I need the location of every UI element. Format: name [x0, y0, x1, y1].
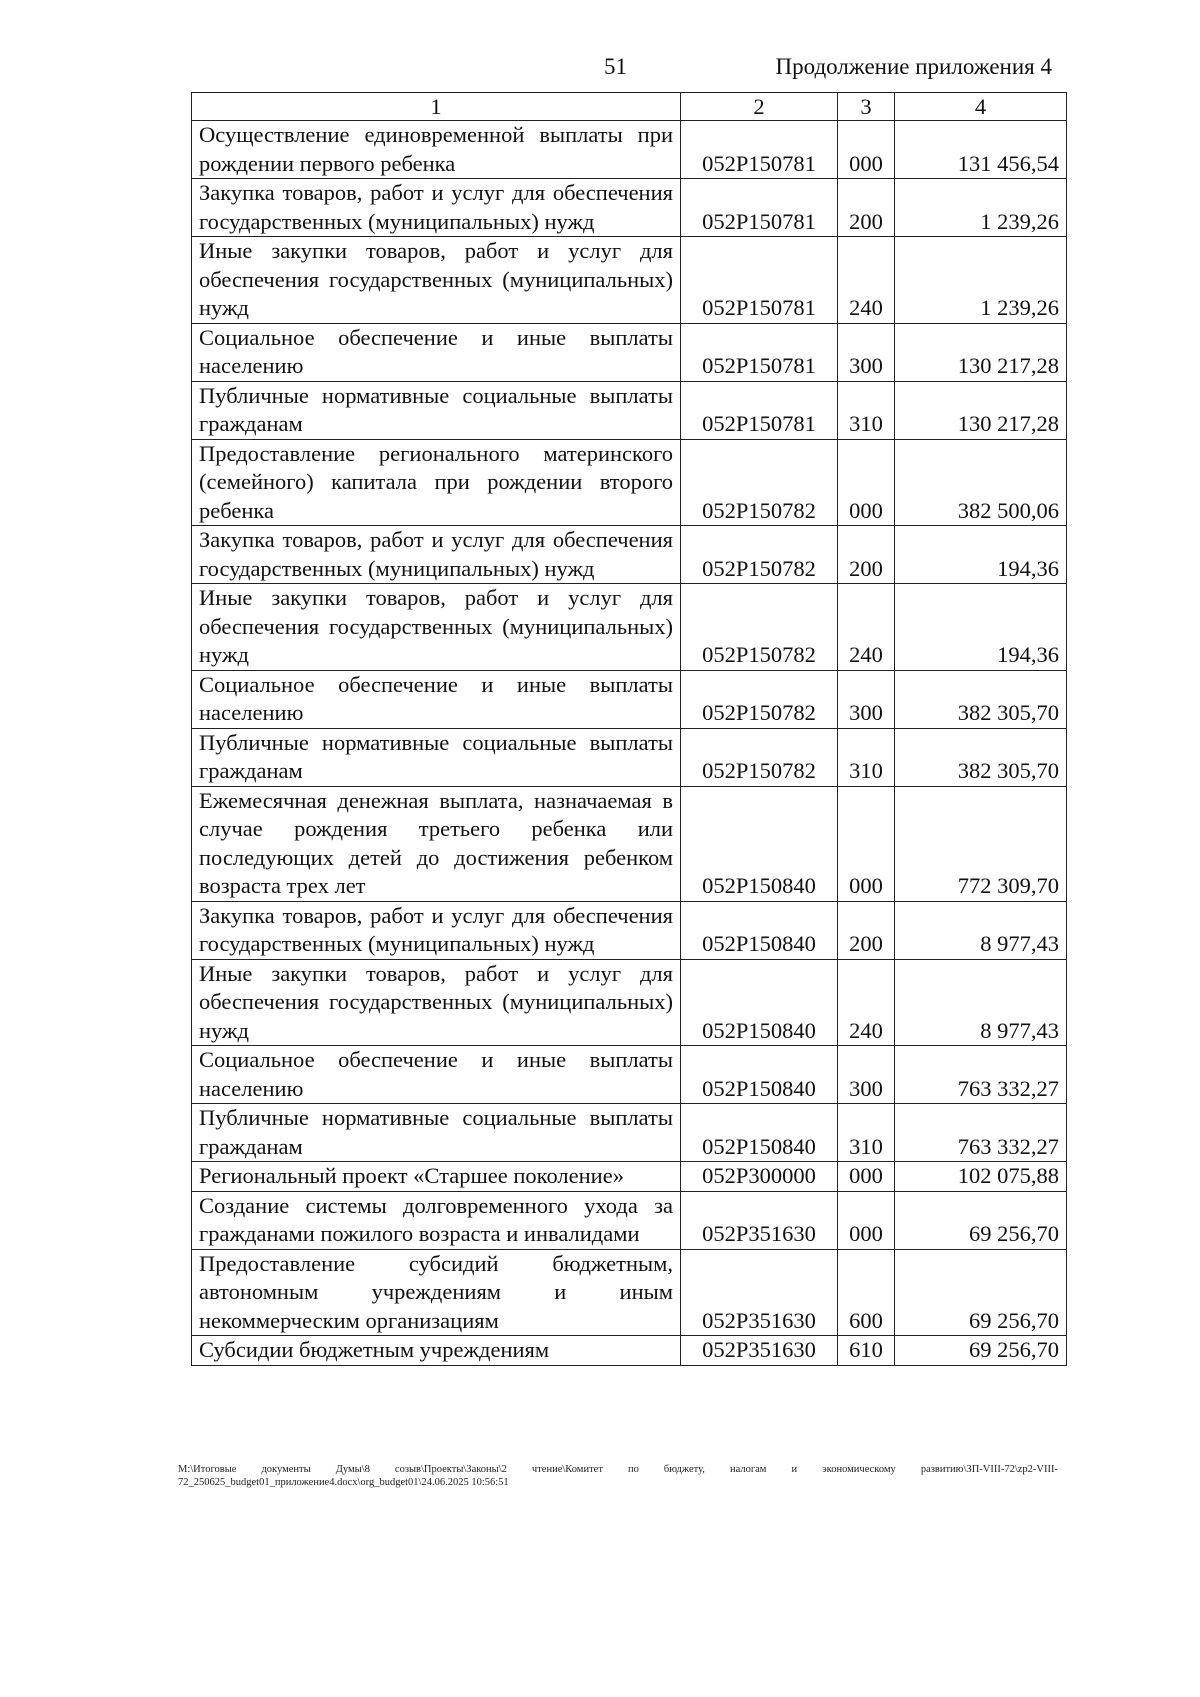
- row-name-cell: Социальное обеспечение и иные выплаты населению: [192, 670, 681, 728]
- row-name-cell: Закупка товаров, работ и услуг для обеспечения государственных (муниципальных) нужд: [192, 901, 681, 959]
- row-name-cell: Социальное обеспечение и иные выплаты населению: [192, 323, 681, 381]
- table-row: [192, 121, 1067, 179]
- row-amount-cell: 382 305,70: [895, 670, 1067, 728]
- row-type-cell: 300: [838, 670, 895, 728]
- row-code-cell: 052Р150781: [681, 381, 838, 439]
- budget-table: [191, 92, 1067, 1366]
- table-row: [192, 1104, 1067, 1162]
- row-code-cell: 052Р150840: [681, 901, 838, 959]
- column-header-2: 2: [681, 93, 838, 121]
- table-row: [192, 786, 1067, 901]
- row-name-cell: Региональный проект «Старшее поколение»: [192, 1162, 681, 1192]
- row-code-cell: 052Р150782: [681, 670, 838, 728]
- row-code-cell: 052Р351630: [681, 1191, 838, 1249]
- row-name-cell: Осуществление единовременной выплаты при рождении первого ребенка: [192, 121, 681, 179]
- document-path-footer: M:\Итоговые документы Думы\8 созыв\Проекты\Законы\2 чтение\Комитет по бюджету, налогам и экономическому развитию\ЗП-VIII-72\zp2-VIII-72_250625_budget01_приложение4.docx\org_budget01\24.06.2025 10:56:51: [178, 1464, 1058, 1488]
- row-amount-cell: 194,36: [895, 584, 1067, 671]
- row-code-cell: 052Р351630: [681, 1336, 838, 1366]
- row-type-cell: 000: [838, 786, 895, 901]
- row-code-cell: 052Р150782: [681, 728, 838, 786]
- row-amount-cell: 382 305,70: [895, 728, 1067, 786]
- table-row: [192, 439, 1067, 526]
- row-type-cell: 240: [838, 959, 895, 1046]
- row-code-cell: 052Р150781: [681, 237, 838, 324]
- continuation-title: Продолжение приложения 4: [775, 54, 1052, 79]
- row-name-cell: Закупка товаров, работ и услуг для обеспечения государственных (муниципальных) нужд: [192, 526, 681, 584]
- row-name-cell: Иные закупки товаров, работ и услуг для обеспечения государственных (муниципальных) нужд: [192, 584, 681, 671]
- row-type-cell: 610: [838, 1336, 895, 1366]
- table-row: [192, 728, 1067, 786]
- row-amount-cell: 1 239,26: [895, 179, 1067, 237]
- row-name-cell: Иные закупки товаров, работ и услуг для обеспечения государственных (муниципальных) нужд: [192, 237, 681, 324]
- row-code-cell: 052Р351630: [681, 1249, 838, 1336]
- row-amount-cell: 130 217,28: [895, 381, 1067, 439]
- row-code-cell: 052Р150782: [681, 584, 838, 671]
- table-body: [192, 121, 1067, 1366]
- row-code-cell: 052Р300000: [681, 1162, 838, 1192]
- row-amount-cell: 194,36: [895, 526, 1067, 584]
- row-name-cell: Публичные нормативные социальные выплаты гражданам: [192, 728, 681, 786]
- row-amount-cell: 1 239,26: [895, 237, 1067, 324]
- column-header-4: 4: [895, 93, 1067, 121]
- table-row: [192, 670, 1067, 728]
- table-row: [192, 959, 1067, 1046]
- table-row: [192, 179, 1067, 237]
- table-row: [192, 237, 1067, 324]
- row-amount-cell: 131 456,54: [895, 121, 1067, 179]
- table-row: [192, 1162, 1067, 1192]
- row-amount-cell: 763 332,27: [895, 1046, 1067, 1104]
- row-type-cell: 600: [838, 1249, 895, 1336]
- column-header-3: 3: [838, 93, 895, 121]
- row-type-cell: 310: [838, 728, 895, 786]
- page-number: 51: [604, 54, 627, 79]
- row-type-cell: 200: [838, 526, 895, 584]
- table-row: [192, 1249, 1067, 1336]
- table-row: [192, 323, 1067, 381]
- row-name-cell: Создание системы долговременного ухода за гражданами пожилого возраста и инвалидами: [192, 1191, 681, 1249]
- row-code-cell: 052Р150782: [681, 439, 838, 526]
- table-row: [192, 1336, 1067, 1366]
- table-row: [192, 901, 1067, 959]
- row-amount-cell: 69 256,70: [895, 1249, 1067, 1336]
- row-name-cell: Ежемесячная денежная выплата, назначаемая в случае рождения третьего ребенка или последующих детей до достижения ребенком возраста трех лет: [192, 786, 681, 901]
- row-type-cell: 300: [838, 323, 895, 381]
- row-name-cell: Публичные нормативные социальные выплаты гражданам: [192, 381, 681, 439]
- table-row: [192, 1046, 1067, 1104]
- row-code-cell: 052Р150840: [681, 1104, 838, 1162]
- row-code-cell: 052Р150840: [681, 1046, 838, 1104]
- row-amount-cell: 772 309,70: [895, 786, 1067, 901]
- row-amount-cell: 69 256,70: [895, 1191, 1067, 1249]
- row-name-cell: Публичные нормативные социальные выплаты гражданам: [192, 1104, 681, 1162]
- row-code-cell: 052Р150840: [681, 959, 838, 1046]
- row-type-cell: 300: [838, 1046, 895, 1104]
- table-row: [192, 584, 1067, 671]
- row-type-cell: 000: [838, 439, 895, 526]
- column-header-1: 1: [192, 93, 681, 121]
- row-type-cell: 200: [838, 901, 895, 959]
- row-name-cell: Предоставление субсидий бюджетным, автономным учреждениям и иным некоммерческим организациям: [192, 1249, 681, 1336]
- row-amount-cell: 69 256,70: [895, 1336, 1067, 1366]
- row-type-cell: 200: [838, 179, 895, 237]
- row-amount-cell: 8 977,43: [895, 901, 1067, 959]
- header-row: [192, 93, 1067, 121]
- row-amount-cell: 763 332,27: [895, 1104, 1067, 1162]
- table-row: [192, 526, 1067, 584]
- row-amount-cell: 8 977,43: [895, 959, 1067, 1046]
- table-row: [192, 381, 1067, 439]
- row-name-cell: Иные закупки товаров, работ и услуг для обеспечения государственных (муниципальных) нужд: [192, 959, 681, 1046]
- row-name-cell: Закупка товаров, работ и услуг для обеспечения государственных (муниципальных) нужд: [192, 179, 681, 237]
- row-type-cell: 240: [838, 237, 895, 324]
- row-type-cell: 310: [838, 1104, 895, 1162]
- row-name-cell: Субсидии бюджетным учреждениям: [192, 1336, 681, 1366]
- row-code-cell: 052Р150781: [681, 179, 838, 237]
- row-amount-cell: 130 217,28: [895, 323, 1067, 381]
- row-code-cell: 052Р150840: [681, 786, 838, 901]
- row-type-cell: 240: [838, 584, 895, 671]
- row-type-cell: 310: [838, 381, 895, 439]
- table-row: [192, 1191, 1067, 1249]
- row-amount-cell: 382 500,06: [895, 439, 1067, 526]
- row-name-cell: Социальное обеспечение и иные выплаты населению: [192, 1046, 681, 1104]
- row-code-cell: 052Р150781: [681, 121, 838, 179]
- row-code-cell: 052Р150782: [681, 526, 838, 584]
- row-amount-cell: 102 075,88: [895, 1162, 1067, 1192]
- row-type-cell: 000: [838, 121, 895, 179]
- row-type-cell: 000: [838, 1191, 895, 1249]
- row-type-cell: 000: [838, 1162, 895, 1192]
- row-name-cell: Предоставление регионального материнского (семейного) капитала при рождении второго ребенка: [192, 439, 681, 526]
- table-header: [192, 93, 1067, 121]
- row-code-cell: 052Р150781: [681, 323, 838, 381]
